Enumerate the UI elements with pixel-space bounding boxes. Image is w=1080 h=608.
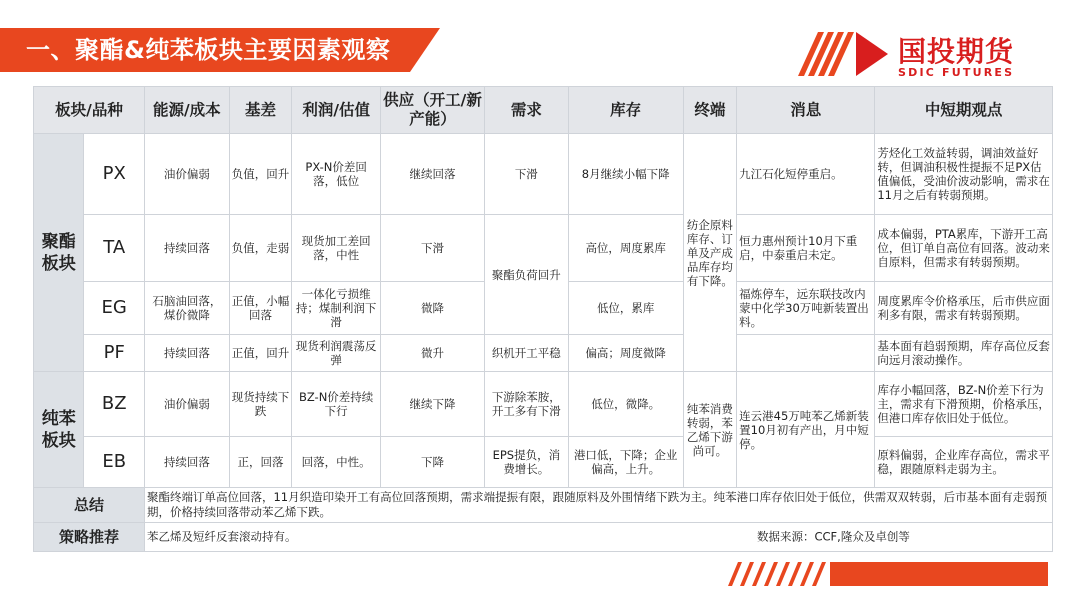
cell-basis: 正值，小幅回落 [229,282,292,335]
header-inventory: 库存 [568,87,683,134]
product-eg: EG [84,282,145,335]
cell-news-empty [737,335,875,372]
cell-supply: 继续下降 [381,372,485,437]
table-row-pf [34,335,1053,372]
header-demand: 需求 [484,87,568,134]
logo-subtext: SDIC FUTURES [898,66,1015,79]
cell-profit: 回落，中性。 [292,437,381,488]
cell-basis: 负值，走弱 [229,215,292,282]
cell-supply: 下降 [381,437,485,488]
cell-inventory: 港口低，下降；企业偏高，上升。 [568,437,683,488]
strategy-cell [144,523,1052,552]
cell-basis: 正，回落 [229,437,292,488]
header-terminal: 终端 [683,87,736,134]
footer-stripes-icon [728,562,832,586]
cell-inventory: 偏高；周度微降 [568,335,683,372]
logo-text: 国投期货 [898,35,1015,68]
table-row-ta [34,215,1053,282]
cell-energy: 油价偏弱 [144,372,229,437]
cell-supply: 继续回落 [381,134,485,215]
cell-basis: 现货持续下跌 [229,372,292,437]
header-row [34,87,1053,134]
header-basis: 基差 [229,87,292,134]
table-row-eb [34,437,1053,488]
cell-profit: BZ-N价差持续下行 [292,372,381,437]
cell-view: 库存小幅回落，BZ-N价差下行为主，需求有下滑预期，价格承压，但港口库存依旧处于低位。 [875,372,1053,437]
product-eb: EB [84,437,145,488]
cell-supply: 微降 [381,282,485,335]
cell-terminal-benzene: 纯苯消费转弱，苯乙烯下游尚可。 [683,372,736,488]
cell-profit: PX-N价差回落，低位 [292,134,381,215]
cell-demand: 下滑 [484,134,568,215]
strategy-row [34,523,1053,552]
cell-supply: 下滑 [381,215,485,282]
cell-demand: 下游除苯胺，开工多有下滑 [484,372,568,437]
cell-inventory: 8月继续小幅下降 [568,134,683,215]
header-view: 中短期观点 [875,87,1053,134]
logo-stripes-icon [798,32,888,76]
cell-profit: 现货加工差回落，中性 [292,215,381,282]
cell-news: 九江石化短停重启。 [737,134,875,215]
cell-inventory: 低位，累库 [568,282,683,335]
page-title: 一、聚酯&纯苯板块主要因素观察 [26,36,391,64]
cell-energy: 油价偏弱 [144,134,229,215]
cell-energy: 持续回落 [144,335,229,372]
cell-news: 恒力惠州预计10月下重启，中泰重启未定。 [737,215,875,282]
factor-table [33,86,1053,552]
summary-text: 聚酯终端订单高位回落，11月织造印染开工有高位回落预期，需求端提振有限，跟随原料及外围情绪下跌为主。纯苯港口库存依旧处于低位，供需双双转弱，后市基本面有走弱预期，价格持续回落带动苯乙烯下跌。 [144,488,1052,523]
table-row-px [34,134,1053,215]
footer-bar [830,562,1048,586]
cell-energy: 持续回落 [144,437,229,488]
cell-basis: 负值，回升 [229,134,292,215]
table-row-bz [34,372,1053,437]
header-sector: 板块/品种 [34,87,145,134]
strategy-text: 苯乙烯及短纤反套滚动持有。 [146,529,297,544]
cell-energy: 持续回落 [144,215,229,282]
cell-view: 周度累库令价格承压，后市供应面利多有限，需求有转弱预期。 [875,282,1053,335]
header-energy: 能源/成本 [144,87,229,134]
product-ta: TA [84,215,145,282]
cell-energy: 石脑油回落，煤价微降 [144,282,229,335]
cell-demand: 织机开工平稳 [484,335,568,372]
group-benzene: 纯苯板块 [34,372,84,488]
cell-demand-polyester: 聚酯负荷回升 [484,215,568,335]
header-news: 消息 [737,87,875,134]
cell-news-benzene: 连云港45万吨苯乙烯新装置10月初有产出，月中短停。 [737,372,875,488]
product-pf: PF [84,335,145,372]
cell-supply: 微升 [381,335,485,372]
cell-demand: EPS提负，消费增长。 [484,437,568,488]
cell-profit: 现货利润震荡反弹 [292,335,381,372]
header-supply: 供应（开工/新产能） [381,87,485,134]
cell-profit: 一体化亏损维持；煤制利润下滑 [292,282,381,335]
cell-inventory: 高位，周度累库 [568,215,683,282]
cell-basis: 正值，回升 [229,335,292,372]
product-bz: BZ [84,372,145,437]
cell-inventory: 低位，微降。 [568,372,683,437]
product-px: PX [84,134,145,215]
strategy-label: 策略推荐 [34,523,145,552]
data-source: 数据来源：CCF,隆众及卓创等 [756,529,910,544]
cell-terminal-polyester: 纺企原料库存、订单及产成品库存均有下降。 [683,134,736,372]
group-polyester: 聚酯板块 [34,134,84,372]
header-profit: 利润/估值 [292,87,381,134]
cell-view: 基本面有趋弱预期，库存高位反套向远月滚动操作。 [875,335,1053,372]
cell-view: 原料偏弱，企业库存高位，需求平稳，跟随原料走弱为主。 [875,437,1053,488]
cell-view: 成本偏弱，PTA累库，下游开工高位，但订单自高位有回落。波动来自原料，但需求有转弱预期。 [875,215,1053,282]
summary-row [34,488,1053,523]
cell-view: 芳烃化工效益转弱，调油效益好转，但调油积极性提振不足PX估值偏低，受油价波动影响，需求在11月之后有转弱预期。 [875,134,1053,215]
summary-label: 总结 [34,488,145,523]
cell-news: 福炼停车，远东联技改内蒙中化学30万吨新装置出料。 [737,282,875,335]
